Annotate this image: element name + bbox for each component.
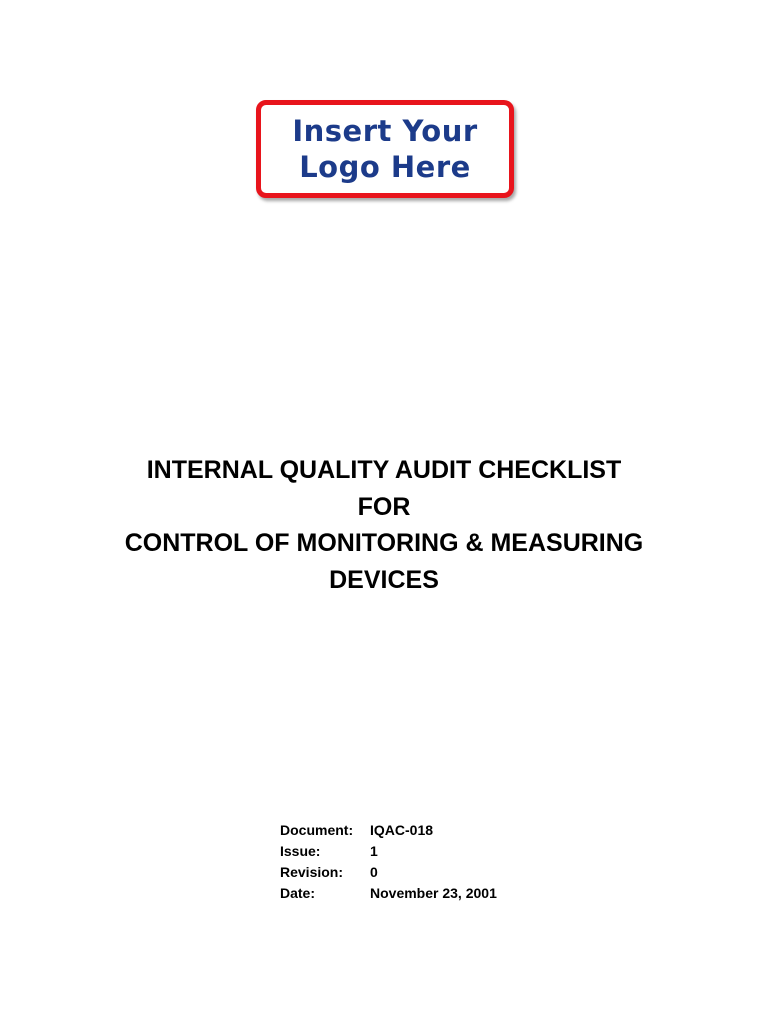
- title-line-1: INTERNAL QUALITY AUDIT CHECKLIST: [146, 456, 622, 484]
- document-info-table: [280, 820, 497, 904]
- title-line-2: FOR: [357, 492, 411, 521]
- issue-label: Issue:: [280, 843, 321, 859]
- logo-placeholder: [256, 100, 514, 198]
- title-line-3: CONTROL OF MONITORING & MEASURING: [124, 529, 644, 557]
- issue-row: [280, 841, 497, 862]
- revision-row: [280, 862, 497, 883]
- issue-value: 1: [370, 843, 378, 859]
- revision-value: 0: [370, 864, 378, 880]
- logo-text-line-1: Insert Your: [292, 114, 478, 148]
- date-row: [280, 883, 497, 904]
- document-label: Document:: [280, 822, 354, 838]
- document-title: [0, 452, 768, 598]
- title-line-4: DEVICES: [329, 565, 439, 594]
- date-value: November 23, 2001: [370, 885, 497, 901]
- logo-text-line-2: Logo Here: [299, 150, 471, 184]
- document-value: IQAC-018: [370, 822, 434, 838]
- revision-label: Revision:: [280, 864, 344, 880]
- date-label: Date:: [280, 885, 316, 901]
- document-row: [280, 820, 497, 841]
